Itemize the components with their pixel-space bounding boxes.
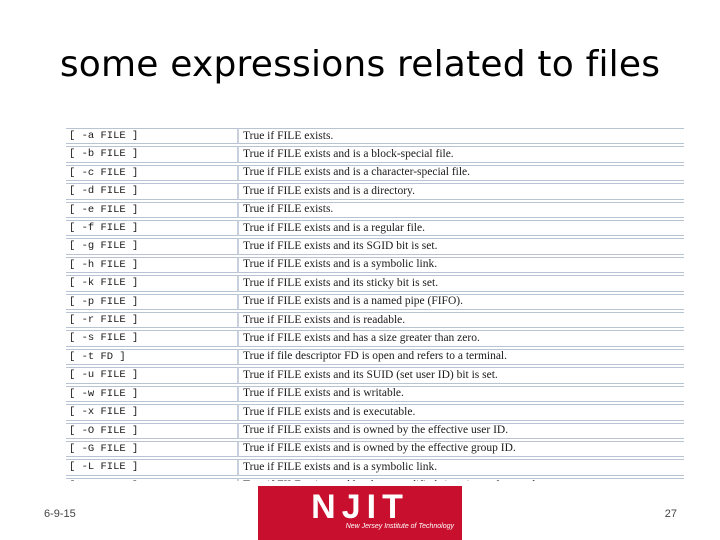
description-cell: True if FILE exists and is a directory. bbox=[239, 183, 684, 199]
description-cell: True if file descriptor FD is open and refers to a terminal. bbox=[239, 349, 684, 365]
description-cell: True if FILE exists and is a regular file. bbox=[239, 220, 684, 236]
table-row bbox=[66, 478, 684, 481]
expression-cell: [ -x FILE ] bbox=[66, 404, 239, 420]
expression-cell: [ -k FILE ] bbox=[66, 275, 239, 291]
slide-date: 6-9-15 bbox=[44, 508, 76, 520]
description-cell: True if FILE exists. bbox=[239, 128, 684, 144]
expression-cell: [ -O FILE ] bbox=[66, 423, 239, 439]
table-row bbox=[66, 404, 684, 420]
table-row bbox=[66, 128, 684, 144]
description-cell: True if FILE exists and is writable. bbox=[239, 386, 684, 402]
description-cell: True if FILE exists and is a symbolic link. bbox=[239, 257, 684, 273]
table-body bbox=[66, 128, 684, 481]
expression-cell: [ -a FILE ] bbox=[66, 128, 239, 144]
table-row bbox=[66, 146, 684, 162]
expression-cell: [ -t FD ] bbox=[66, 349, 239, 365]
description-cell: True if FILE exists and is owned by the effective user ID. bbox=[239, 423, 684, 439]
expression-cell: [ -L FILE ] bbox=[66, 459, 239, 475]
expression-cell: [ -r FILE ] bbox=[66, 312, 239, 328]
table-row bbox=[66, 386, 684, 402]
expression-cell: [ -g FILE ] bbox=[66, 238, 239, 254]
table-row bbox=[66, 459, 684, 475]
expression-cell: [ -e FILE ] bbox=[66, 202, 239, 218]
table-row bbox=[66, 183, 684, 199]
expression-cell: [ -w FILE ] bbox=[66, 386, 239, 402]
description-cell: True if FILE exists and is owned by the effective group ID. bbox=[239, 441, 684, 457]
table-row bbox=[66, 312, 684, 328]
description-cell: True if FILE exists and is a character-special file. bbox=[239, 165, 684, 181]
description-cell: True if FILE exists and is a symbolic link. bbox=[239, 459, 684, 475]
expression-cell: [ -f FILE ] bbox=[66, 220, 239, 236]
table-row bbox=[66, 220, 684, 236]
njit-logo-letters bbox=[258, 487, 462, 521]
table-row bbox=[66, 238, 684, 254]
expression-cell: [ -c FILE ] bbox=[66, 165, 239, 181]
table-row bbox=[66, 367, 684, 383]
expression-cell: [ -b FILE ] bbox=[66, 146, 239, 162]
table-row bbox=[66, 257, 684, 273]
table-row bbox=[66, 349, 684, 365]
table-row bbox=[66, 330, 684, 346]
expression-cell: [ -u FILE ] bbox=[66, 367, 239, 383]
njit-logo-wordmark: NJIT bbox=[311, 488, 409, 521]
expression-cell: [ -s FILE ] bbox=[66, 330, 239, 346]
description-cell: True if FILE exists and is readable. bbox=[239, 312, 684, 328]
expression-cell: [ -p FILE ] bbox=[66, 294, 239, 310]
description-cell bbox=[239, 478, 684, 481]
slide-number: 27 bbox=[664, 508, 677, 520]
description-cell: True if FILE exists and is executable. bbox=[239, 404, 684, 420]
expression-cell: [ -h FILE ] bbox=[66, 257, 239, 273]
expression-cell: [ -G FILE ] bbox=[66, 441, 239, 457]
description-cell: True if FILE exists and its sticky bit is set. bbox=[239, 275, 684, 291]
table-row bbox=[66, 294, 684, 310]
njit-logo-subtitle: New Jersey Institute of Technology bbox=[345, 523, 454, 530]
slide-title: some expressions related to files bbox=[59, 44, 661, 85]
njit-logo bbox=[258, 486, 462, 540]
table-row bbox=[66, 202, 684, 218]
description-cell: True if FILE exists and is a block-special file. bbox=[239, 146, 684, 162]
expression-cell: [ -d FILE ] bbox=[66, 183, 239, 199]
description-cell: True if FILE exists and has a size greater than zero. bbox=[239, 330, 684, 346]
table-row bbox=[66, 275, 684, 291]
table-row bbox=[66, 441, 684, 457]
table-row bbox=[66, 423, 684, 439]
file-expressions-table-wrapper bbox=[66, 126, 684, 481]
description-cell: True if FILE exists and its SUID (set user ID) bit is set. bbox=[239, 367, 684, 383]
description-cell: True if FILE exists and its SGID bit is set. bbox=[239, 238, 684, 254]
description-cell: True if FILE exists and is a named pipe (FIFO). bbox=[239, 294, 684, 310]
file-expressions-table bbox=[66, 126, 684, 481]
table-row bbox=[66, 165, 684, 181]
expression-cell bbox=[66, 478, 239, 481]
description-cell: True if FILE exists. bbox=[239, 202, 684, 218]
